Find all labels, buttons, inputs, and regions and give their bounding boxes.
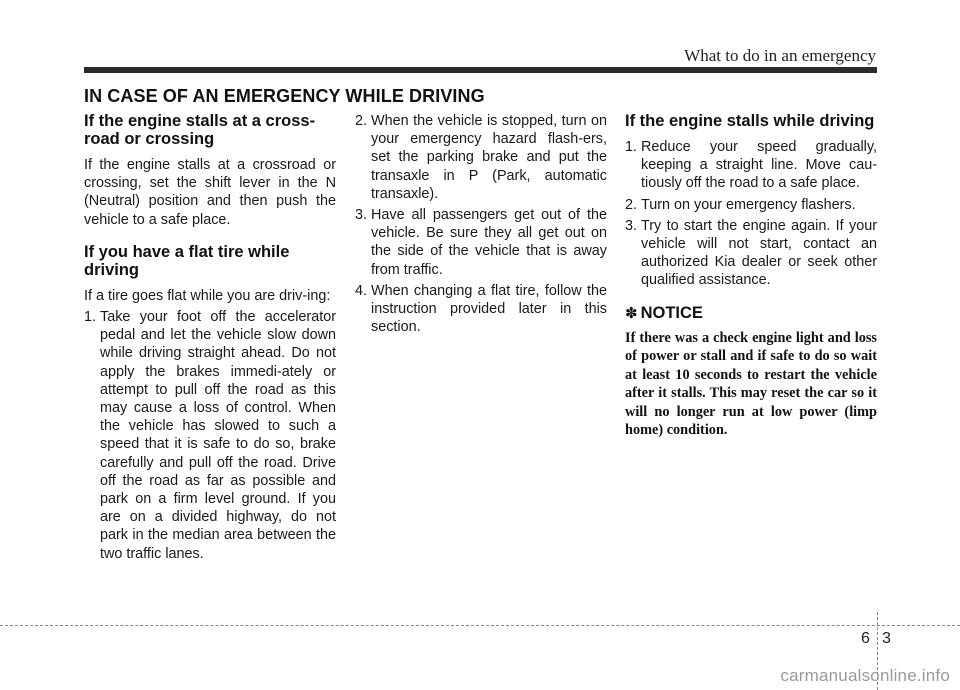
list-item [84, 308, 336, 563]
column-middle [355, 112, 607, 339]
heading-flat-tire: If you have a flat tire while driving [84, 242, 290, 279]
list-number: 2. [355, 113, 368, 129]
chapter-title: What to do in an emergency [684, 46, 876, 65]
list-item [355, 112, 607, 203]
list-item [625, 138, 877, 193]
section-title: IN CASE OF AN EMERGENCY WHILE DRIVING [84, 86, 485, 106]
list-text: Take your foot off the accelerator pedal and let the vehicle slow down while driving straight ahead. Do not apply the brakes immedi-ately or attempt to pull off the road as this may cause a loss of control. When the vehicle has slowed to such a speed that it is safe to do so, brake carefully and pull off the road. Drive off the road as far as possible and park on a firm level ground. If you are on a divided highway, do not park in the median area between the two traffic lanes. [100, 309, 336, 562]
list-text: Try to start the engine again. If your vehicle will not start, contact an authorized Kia dealer or seek other qualified assistance. [641, 217, 877, 289]
column-left [84, 112, 336, 566]
list-text: Reduce your speed gradually, keeping a straight line. Move cau-tiously off the road to a safe place. [641, 139, 877, 192]
list-number: 3. [355, 207, 368, 224]
list-number: 1. [625, 139, 638, 155]
footer-divider [0, 625, 960, 626]
notice-heading [625, 304, 877, 323]
heading-engine-stalls-driving: If the engine stalls while driving [625, 112, 875, 130]
paragraph-crossing: If the engine stalls at a crossroad or crossing, set the shift lever in the N (Neutral) position and then push the vehicle to a safe place. [84, 157, 336, 228]
list-text: When the vehicle is stopped, turn on your emergency hazard flash-ers, set the parking brake and put the transaxle in P (Park, automatic transaxle). [371, 113, 607, 202]
list-number: 1. [84, 309, 97, 326]
list-number: 2. [625, 196, 638, 213]
header-bar [84, 67, 877, 73]
notice-icon: ✽ [625, 305, 638, 323]
heading-engine-stalls-crossing: If the engine stalls at a cross-road or crossing [84, 112, 316, 148]
list-item [355, 206, 607, 279]
list-item [355, 282, 607, 337]
list-text: Have all passengers get out of the vehicle. Be sure they all get out on the side of the vehicle that is away from traffic. [371, 207, 607, 278]
list-item [625, 196, 877, 214]
notice-title: NOTICE [640, 303, 703, 322]
list-text: Turn on your emergency flashers. [641, 196, 856, 213]
list-number: 4. [355, 282, 368, 299]
page-number: 3 [882, 630, 891, 647]
paragraph-flat-tire-intro: If a tire goes flat while you are driv-ing: [84, 287, 331, 304]
list-item [625, 217, 877, 290]
section-number: 6 [861, 630, 870, 647]
notice-text: If there was a check engine light and loss of power or stall and if safe to do so wait at least 10 seconds to restart the vehicle after it stalls. This may reset the car so it will no longer run at low power (limp home) condition. [625, 329, 877, 439]
column-right [625, 112, 877, 440]
watermark: carmanualsonline.info [780, 666, 950, 685]
list-number: 3. [625, 217, 638, 234]
list-text: When changing a flat tire, follow the instruction provided later in this section. [371, 282, 607, 336]
